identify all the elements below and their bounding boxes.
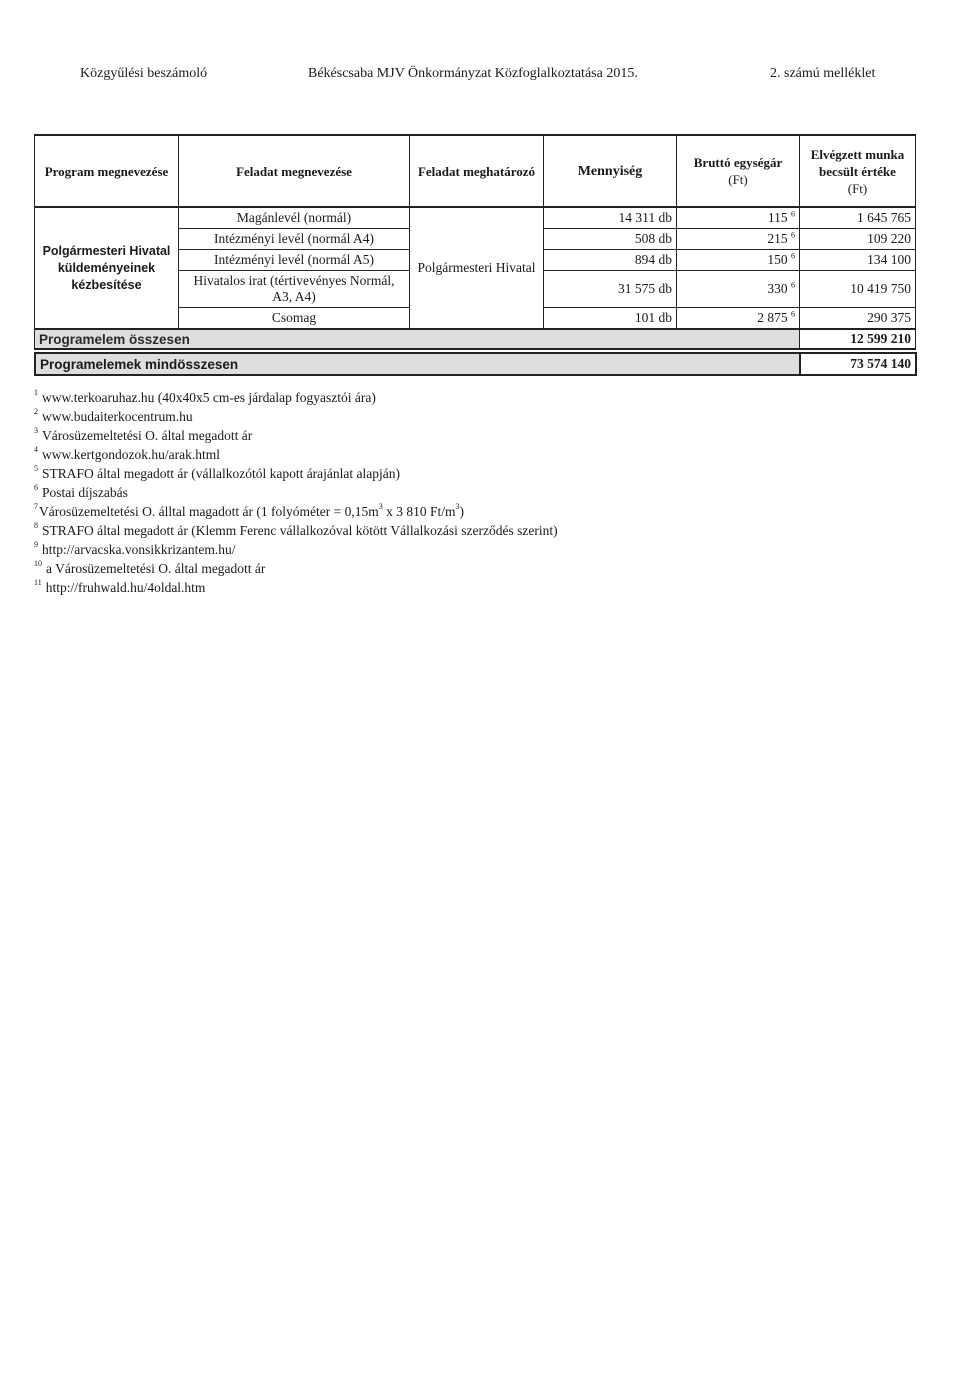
task-cell: Intézményi levél (normál A4) xyxy=(179,229,410,250)
footnote-ref: 6 xyxy=(791,209,795,219)
table-header-row xyxy=(35,135,916,207)
footnote xyxy=(34,407,914,426)
footnote-number: 3 xyxy=(34,425,38,435)
task-line1: Hivatalos irat (tértivevényes Normál, xyxy=(193,273,395,288)
footnote-number: 9 xyxy=(34,539,38,549)
footnotes xyxy=(34,388,914,597)
footnote-text-part: Városüzemeltetési O. álltal magadott ár (1 folyóméter = 0,15m xyxy=(39,504,379,519)
footnote-text: www.terkoaruhaz.hu (40x40x5 cm-es járdalap fogyasztói ára) xyxy=(42,390,376,405)
col-header-value-line2: becsült értéke xyxy=(819,163,896,179)
col-header-unit-price xyxy=(677,135,800,207)
footnote-ref: 6 xyxy=(791,309,795,319)
unit-price-cell xyxy=(677,250,800,271)
footnote xyxy=(34,502,914,521)
footnote-text: STRAFO által megadott ár (Klemm Ferenc vállalkozóval kötött Vállalkozási szerződés szerint) xyxy=(42,523,558,538)
footnote-number: 5 xyxy=(34,463,38,473)
task-cell: Intézményi levél (normál A5) xyxy=(179,250,410,271)
col-header-program: Program megnevezése xyxy=(35,135,179,207)
col-header-assigner: Feladat meghatározó xyxy=(410,135,544,207)
footnote-text: www.kertgondozok.hu/arak.html xyxy=(42,447,220,462)
footnote-number: 10 xyxy=(34,558,42,568)
grand-total-table xyxy=(34,352,917,376)
assigner-cell: Polgármesteri Hivatal xyxy=(410,207,544,329)
program-table xyxy=(34,134,916,350)
col-header-unit-price-unit: (Ft) xyxy=(728,172,748,187)
footnote-number: 2 xyxy=(34,406,38,416)
program-name-line3: kézbesítése xyxy=(71,277,142,292)
unit-price-cell xyxy=(677,308,800,330)
unit-price-cell xyxy=(677,207,800,229)
footnote-number: 6 xyxy=(34,482,38,492)
footnote-text-part: x 3 810 Ft/m xyxy=(382,504,456,519)
footnote-number: 4 xyxy=(34,444,38,454)
value-cell: 1 645 765 xyxy=(800,207,916,229)
footnote xyxy=(34,521,914,540)
grand-total-label: Programelemek mindösszesen xyxy=(35,353,800,375)
footnote-text: STRAFO által megadott ár (vállalkozótól kapott árajánlat alapján) xyxy=(42,466,401,481)
subtotal-value: 12 599 210 xyxy=(800,329,916,349)
quantity-cell: 894 db xyxy=(544,250,677,271)
footnote-text-part: ) xyxy=(459,504,465,519)
program-name-line2: küldeményeinek xyxy=(57,260,156,275)
value-cell: 134 100 xyxy=(800,250,916,271)
footnote-text: www.budaiterkocentrum.hu xyxy=(42,409,193,424)
header-appendix-number: 2. számú melléklet xyxy=(770,66,876,81)
footnote-superscript: 3 xyxy=(455,501,460,511)
footnote xyxy=(34,445,914,464)
unit-price-value: 215 xyxy=(767,231,788,246)
grand-total-row xyxy=(35,353,916,375)
task-cell: Magánlevél (normál) xyxy=(179,207,410,229)
task-cell: Csomag xyxy=(179,308,410,330)
footnote xyxy=(34,464,914,483)
footnote-ref: 6 xyxy=(791,230,795,240)
program-name-cell xyxy=(35,207,179,329)
value-cell: 290 375 xyxy=(800,308,916,330)
footnote xyxy=(34,540,914,559)
unit-price-value: 115 xyxy=(767,210,788,225)
footnote-ref: 6 xyxy=(791,251,795,261)
quantity-cell: 101 db xyxy=(544,308,677,330)
unit-price-value: 150 xyxy=(767,252,788,267)
footnote xyxy=(34,483,914,502)
program-name-line1: Polgármesteri Hivatal xyxy=(42,243,171,258)
header-report-title: Közgyűlési beszámoló xyxy=(80,66,208,81)
value-cell: 109 220 xyxy=(800,229,916,250)
table-row xyxy=(35,207,916,229)
value-cell: 10 419 750 xyxy=(800,271,916,308)
grand-total-value: 73 574 140 xyxy=(800,353,916,375)
unit-price-value: 330 xyxy=(767,281,788,296)
subtotal-row xyxy=(35,329,916,349)
col-header-task: Feladat megnevezése xyxy=(179,135,410,207)
footnote-superscript: 3 xyxy=(378,501,383,511)
page-header xyxy=(0,66,960,86)
quantity-cell: 508 db xyxy=(544,229,677,250)
footnote-text: http://arvacska.vonsikkrizantem.hu/ xyxy=(42,542,236,557)
footnote xyxy=(34,388,914,407)
col-header-value-line1: Elvégzett munka xyxy=(810,146,905,162)
footnote xyxy=(34,426,914,445)
col-header-estimated-value xyxy=(800,135,916,207)
unit-price-cell xyxy=(677,229,800,250)
footnote-text: a Városüzemeltetési O. által megadott ár xyxy=(46,561,266,576)
subtotal-label: Programelem összesen xyxy=(35,329,800,349)
footnote xyxy=(34,578,914,597)
footnote-text: http://fruhwald.hu/4oldal.htm xyxy=(45,580,206,595)
footnote xyxy=(34,559,914,578)
footnote-number: 7 xyxy=(34,501,38,511)
col-header-value-unit: (Ft) xyxy=(847,180,868,196)
quantity-cell: 31 575 db xyxy=(544,271,677,308)
task-cell xyxy=(179,271,410,308)
quantity-cell: 14 311 db xyxy=(544,207,677,229)
footnote-text: Postai díjszabás xyxy=(42,485,128,500)
col-header-unit-price-label: Bruttó egységár xyxy=(693,155,783,170)
header-document-subject: Békéscsaba MJV Önkormányzat Közfoglalkoztatása 2015. xyxy=(308,66,638,81)
unit-price-cell xyxy=(677,271,800,308)
footnote-number: 8 xyxy=(34,520,38,530)
footnote-ref: 6 xyxy=(791,280,795,290)
footnote-number: 11 xyxy=(34,577,42,587)
unit-price-value: 2 875 xyxy=(757,310,788,325)
task-line2: A3, A4) xyxy=(272,289,316,304)
footnote-number: 1 xyxy=(34,387,38,397)
col-header-quantity: Mennyiség xyxy=(544,135,677,207)
footnote-text: Városüzemeltetési O. által megadott ár xyxy=(42,428,253,443)
